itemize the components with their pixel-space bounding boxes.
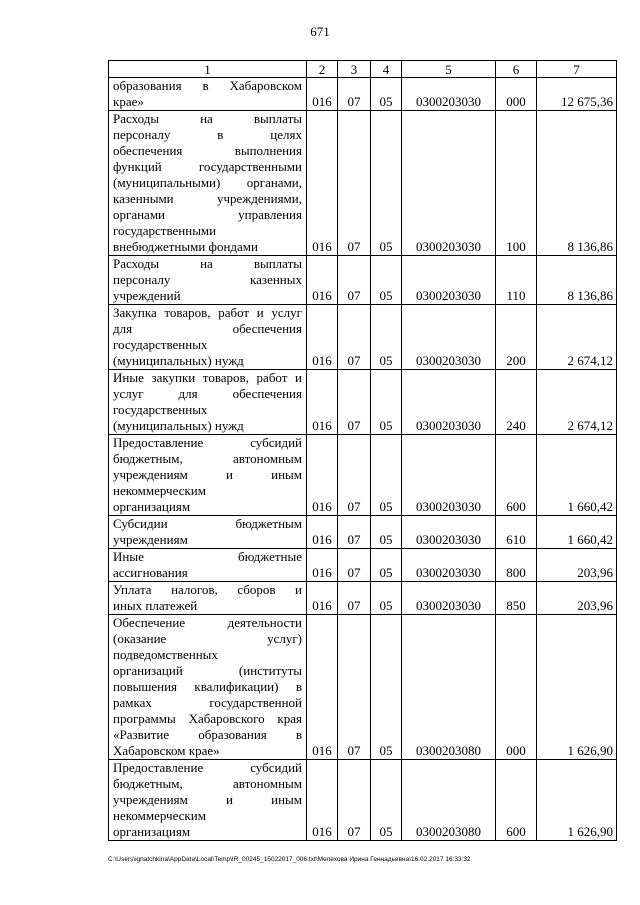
subsection-code-cell: 05 xyxy=(371,256,402,305)
header-cell-4: 4 xyxy=(371,61,402,78)
item-name-line: для обеспечения xyxy=(113,321,302,336)
ministry-code-cell: 016 xyxy=(307,370,338,435)
item-name-cell xyxy=(109,370,307,435)
header-cell-2: 2 xyxy=(307,61,338,78)
item-name-line: Иные закупки товаров, работ и xyxy=(113,370,302,385)
item-name-line: подведомственных xyxy=(113,647,218,662)
item-name-line: персоналу в целях xyxy=(113,127,302,142)
ministry-code-cell: 016 xyxy=(307,435,338,516)
item-name-cell xyxy=(109,111,307,256)
section-code-cell: 07 xyxy=(338,435,371,516)
item-name-line: ассигнования xyxy=(113,565,188,580)
item-name-line: учреждениям xyxy=(113,532,188,547)
item-name-line: бюджетным, автономным xyxy=(113,451,302,466)
header-cell-1: 1 xyxy=(109,61,307,78)
subsection-code-cell: 05 xyxy=(371,370,402,435)
expense-type-cell: 610 xyxy=(496,516,537,549)
item-name-line: рамках государственной xyxy=(113,695,302,710)
item-name-line: (муниципальными) органами, xyxy=(113,175,302,190)
header-cell-3: 3 xyxy=(338,61,371,78)
item-name-line: Расходы на выплаты xyxy=(113,256,302,271)
expense-type-cell: 850 xyxy=(496,582,537,615)
item-name-line: бюджетным, автономным xyxy=(113,776,302,791)
subsection-code-cell: 05 xyxy=(371,760,402,841)
subsection-code-cell: 05 xyxy=(371,549,402,582)
section-code-cell: 07 xyxy=(338,305,371,370)
table-row xyxy=(109,615,617,760)
item-name-line: казенными учреждениями, xyxy=(113,191,302,206)
section-code-cell: 07 xyxy=(338,582,371,615)
table-row xyxy=(109,111,617,256)
item-name-cell xyxy=(109,435,307,516)
section-code-cell: 07 xyxy=(338,615,371,760)
table-row xyxy=(109,305,617,370)
table-row xyxy=(109,516,617,549)
subsection-code-cell: 05 xyxy=(371,582,402,615)
target-article-cell: 0300203030 xyxy=(402,111,496,256)
item-name-line: функций государственными xyxy=(113,159,302,174)
expense-type-cell: 100 xyxy=(496,111,537,256)
ministry-code-cell: 016 xyxy=(307,305,338,370)
subsection-code-cell: 05 xyxy=(371,78,402,111)
item-name-line: Иные бюджетные xyxy=(113,549,302,564)
item-name-line: «Развитие образования в xyxy=(113,727,302,742)
ministry-code-cell: 016 xyxy=(307,549,338,582)
item-name-line: учреждениям и иным xyxy=(113,792,302,807)
item-name-line: государственных xyxy=(113,337,208,352)
item-name-line: Уплата налогов, сборов и xyxy=(113,582,302,597)
item-name-line: (оказание услуг) xyxy=(113,631,302,646)
ministry-code-cell: 016 xyxy=(307,760,338,841)
amount-cell: 8 136,86 xyxy=(537,111,617,256)
item-name-line: услуг для обеспечения xyxy=(113,386,302,401)
header-row xyxy=(109,61,617,78)
amount-cell: 2 674,12 xyxy=(537,305,617,370)
item-name-line: некоммерческим xyxy=(113,483,206,498)
subsection-code-cell: 05 xyxy=(371,516,402,549)
section-code-cell: 07 xyxy=(338,111,371,256)
target-article-cell: 0300203080 xyxy=(402,615,496,760)
amount-cell: 1 626,90 xyxy=(537,760,617,841)
target-article-cell: 0300203030 xyxy=(402,78,496,111)
item-name-line: государственных xyxy=(113,402,208,417)
item-name-line: Закупка товаров, работ и услуг xyxy=(113,305,302,320)
item-name-cell xyxy=(109,582,307,615)
page-number: 671 xyxy=(310,24,330,39)
target-article-cell: 0300203030 xyxy=(402,549,496,582)
target-article-cell: 0300203030 xyxy=(402,256,496,305)
ministry-code-cell: 016 xyxy=(307,256,338,305)
subsection-code-cell: 05 xyxy=(371,305,402,370)
item-name-cell xyxy=(109,78,307,111)
item-name-line: обеспечения выполнения xyxy=(113,143,302,158)
ministry-code-cell: 016 xyxy=(307,78,338,111)
item-name-line: Хабаровском крае» xyxy=(113,743,220,758)
amount-cell: 203,96 xyxy=(537,582,617,615)
item-name-line: государственными xyxy=(113,223,217,238)
item-name-line: Расходы на выплаты xyxy=(113,111,302,126)
table-row xyxy=(109,760,617,841)
ministry-code-cell: 016 xyxy=(307,582,338,615)
file-path-footer: C:\Users\ignatchkina\AppData\Local\Temp\IR_00245_15022017_006.txt\Мелехова Ирина Геннадьевна\16.02.2017 16:33:32 xyxy=(108,856,471,863)
item-name-line: организаций (институты xyxy=(113,663,302,678)
section-code-cell: 07 xyxy=(338,760,371,841)
item-name-line: Предоставление субсидий xyxy=(113,760,302,775)
item-name-cell xyxy=(109,516,307,549)
table-row xyxy=(109,549,617,582)
amount-cell: 8 136,86 xyxy=(537,256,617,305)
expense-type-cell: 600 xyxy=(496,760,537,841)
item-name-line: некоммерческим xyxy=(113,808,206,823)
item-name-line: учреждениям и иным xyxy=(113,467,302,482)
header-cell-7: 7 xyxy=(537,61,617,78)
item-name-line: Субсидии бюджетным xyxy=(113,516,302,531)
target-article-cell: 0300203080 xyxy=(402,760,496,841)
header-cell-5: 5 xyxy=(402,61,496,78)
table-row xyxy=(109,370,617,435)
item-name-cell xyxy=(109,305,307,370)
expense-type-cell: 000 xyxy=(496,78,537,111)
amount-cell: 203,96 xyxy=(537,549,617,582)
expense-type-cell: 000 xyxy=(496,615,537,760)
table-row xyxy=(109,582,617,615)
target-article-cell: 0300203030 xyxy=(402,435,496,516)
ministry-code-cell: 016 xyxy=(307,111,338,256)
amount-cell: 1 660,42 xyxy=(537,516,617,549)
item-name-line: иных платежей xyxy=(113,598,198,613)
subsection-code-cell: 05 xyxy=(371,111,402,256)
target-article-cell: 0300203030 xyxy=(402,370,496,435)
item-name-line: персоналу казенных xyxy=(113,272,302,287)
item-name-line: внебюджетными фондами xyxy=(113,239,258,254)
expense-type-cell: 110 xyxy=(496,256,537,305)
header-cell-6: 6 xyxy=(496,61,537,78)
item-name-line: организациям xyxy=(113,824,191,839)
item-name-line: учреждений xyxy=(113,288,181,303)
section-code-cell: 07 xyxy=(338,549,371,582)
ministry-code-cell: 016 xyxy=(307,516,338,549)
section-code-cell: 07 xyxy=(338,370,371,435)
table-row xyxy=(109,435,617,516)
section-code-cell: 07 xyxy=(338,256,371,305)
section-code-cell: 07 xyxy=(338,78,371,111)
item-name-line: Предоставление субсидий xyxy=(113,435,302,450)
expense-type-cell: 600 xyxy=(496,435,537,516)
item-name-line: крае» xyxy=(113,94,144,109)
expense-type-cell: 800 xyxy=(496,549,537,582)
budget-table xyxy=(108,60,617,841)
item-name-cell xyxy=(109,549,307,582)
item-name-line: органами управления xyxy=(113,207,302,222)
item-name-cell xyxy=(109,760,307,841)
amount-cell: 2 674,12 xyxy=(537,370,617,435)
ministry-code-cell: 016 xyxy=(307,615,338,760)
item-name-line: образования в Хабаровском xyxy=(113,78,302,93)
expense-type-cell: 200 xyxy=(496,305,537,370)
amount-cell: 12 675,36 xyxy=(537,78,617,111)
target-article-cell: 0300203030 xyxy=(402,582,496,615)
item-name-line: (муниципальных) нужд xyxy=(113,353,244,368)
subsection-code-cell: 05 xyxy=(371,435,402,516)
item-name-line: (муниципальных) нужд xyxy=(113,418,244,433)
item-name-cell xyxy=(109,615,307,760)
item-name-cell xyxy=(109,256,307,305)
subsection-code-cell: 05 xyxy=(371,615,402,760)
target-article-cell: 0300203030 xyxy=(402,305,496,370)
expense-type-cell: 240 xyxy=(496,370,537,435)
target-article-cell: 0300203030 xyxy=(402,516,496,549)
item-name-line: программы Хабаровского края xyxy=(113,711,302,726)
table-row xyxy=(109,256,617,305)
table-row xyxy=(109,78,617,111)
amount-cell: 1 660,42 xyxy=(537,435,617,516)
item-name-line: организациям xyxy=(113,499,191,514)
item-name-line: повышения квалификации) в xyxy=(113,679,302,694)
amount-cell: 1 626,90 xyxy=(537,615,617,760)
section-code-cell: 07 xyxy=(338,516,371,549)
item-name-line: Обеспечение деятельности xyxy=(113,615,302,630)
